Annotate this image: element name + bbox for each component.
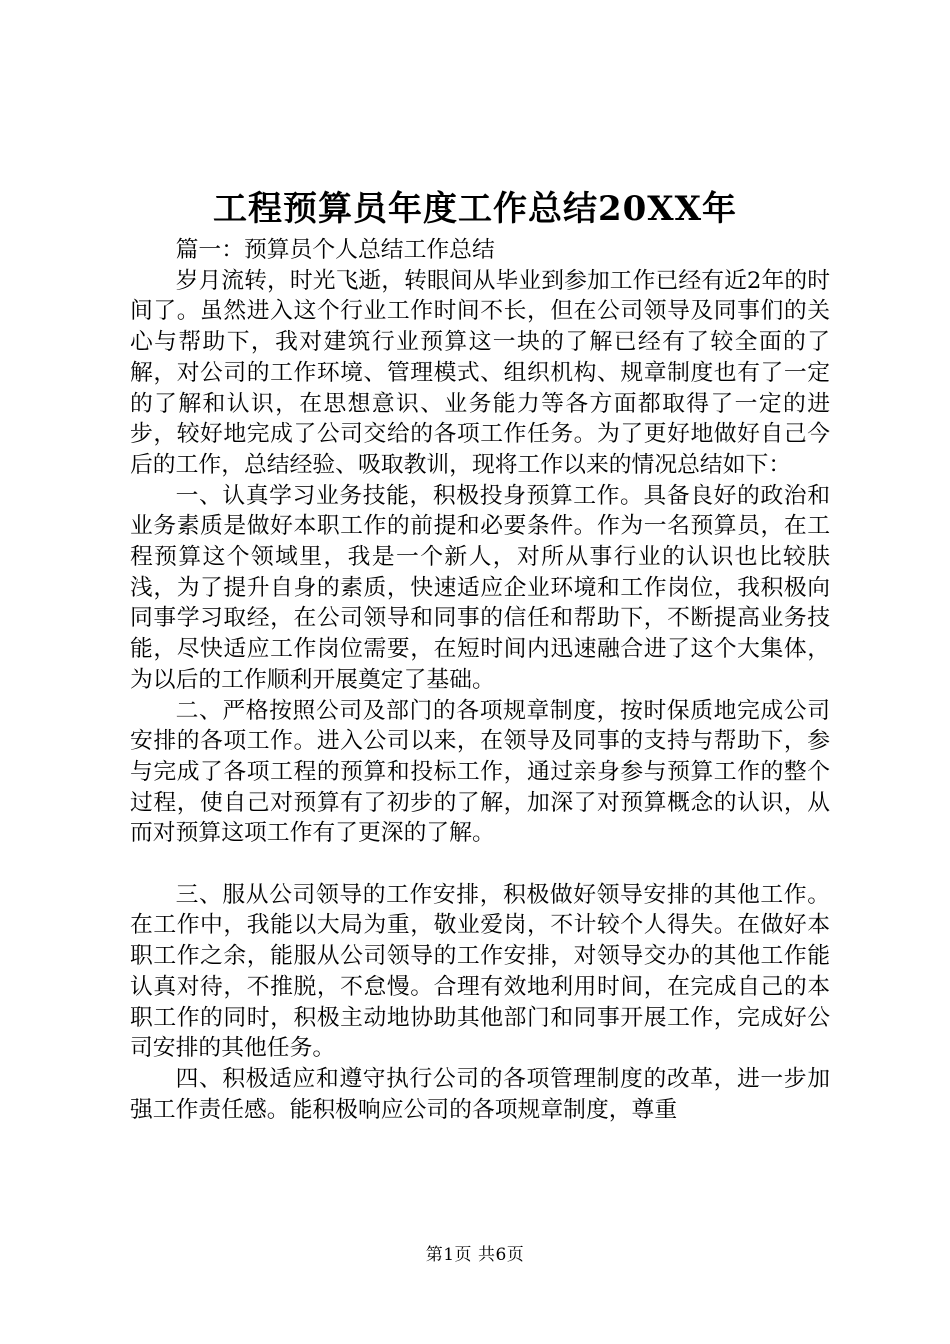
paragraph-four: 四、积极适应和遵守执行公司的各项管理制度的改革，进一步加强工作责任感。能积极响应公司的各项规章制度，尊重 (130, 1065, 830, 1123)
section-heading: 篇一：预算员个人总结工作总结 (175, 237, 495, 263)
paragraph-one: 一、认真学习业务技能，积极投身预算工作。具备良好的政治和业务素质是做好本职工作的前提和必要条件。作为一名预算员，在工程预算这个领域里，我是一个新人，对所从事行业的认识也比较肤浅，为了提升自身的素质，快速适应企业环境和工作岗位，我积极向同事学习取经，在公司领导和同事的信任和帮助下，不断提高业务技能，尽快适应工作岗位需要，在短时间内迅速融合进了这个大集体，为以后的工作顺利开展奠定了基础。 (130, 482, 830, 693)
intro-paragraph: 岁月流转，时光飞逝，转眼间从毕业到参加工作已经有近2年的时间了。虽然进入这个行业工作时间不长，但在公司领导及同事们的关心与帮助下，我对建筑行业预算这一块的了解已经有了较全面的了解，对公司的工作环境、管理模式、组织机构、规章制度也有了一定的了解和认识，在思想意识、业务能力等各方面都取得了一定的进步，较好地完成了公司交给的各项工作任务。为了更好地做好自己今后的工作，总结经验、吸取教训，现将工作以来的情况总结如下： (130, 267, 830, 478)
blank-line (130, 849, 830, 880)
document-body (130, 235, 830, 1125)
paragraph-two: 二、严格按照公司及部门的各项规章制度，按时保质地完成公司安排的各项工作。进入公司以来，在领导及同事的支持与帮助下，参与完成了各项工程的预算和投标工作，通过亲身参与预算工作的整个过程，使自己对预算有了初步的了解，加深了对预算概念的认识，从而对预算这项工作有了更深的了解。 (130, 697, 830, 847)
paragraph-three: 三、服从公司领导的工作安排，积极做好领导安排的其他工作。在工作中，我能以大局为重，敬业爱岗，不计较个人得失。在做好本职工作之余，能服从公司领导的工作安排，对领导交办的其他工作能认真对待，不推脱，不怠慢。合理有效地利用时间，在完成自己的本职工作的同时，积极主动地协助其他部门和同事开展工作，完成好公司安排的其他任务。 (130, 881, 830, 1062)
page-footer: 第1页 共6页 (425, 1245, 525, 1265)
document-title: 工程预算员年度工作总结20XX年 (212, 189, 738, 229)
